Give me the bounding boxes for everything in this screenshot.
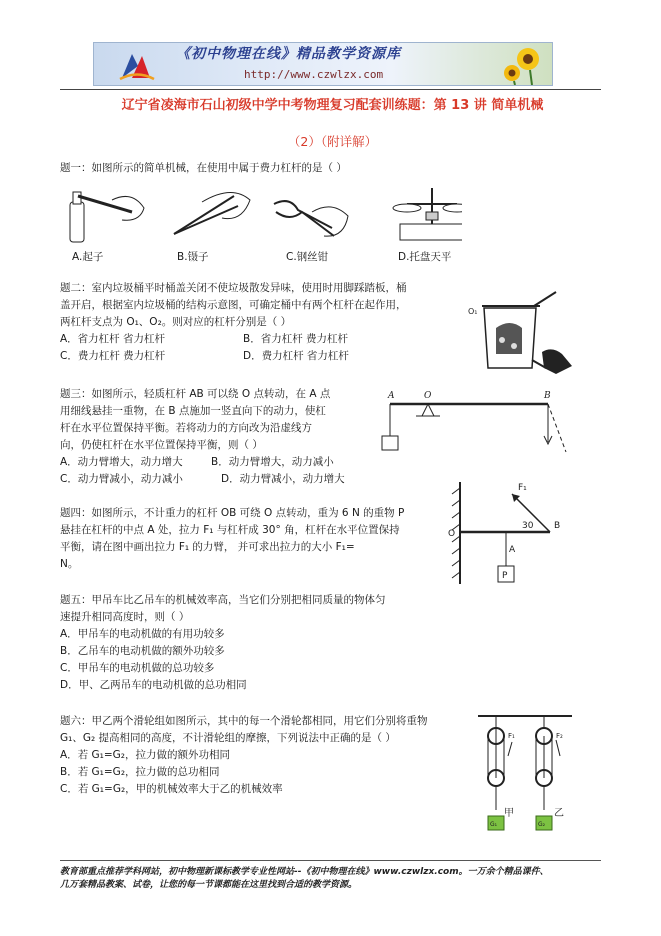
q5-option-c: C．甲吊车的电动机做的总功较多 [60,662,215,674]
q4-line-3: 平衡，请在图中画出拉力 F₁ 的力臂， 并可求出拉力的大小 F₁= [60,541,355,553]
q1-option-d: D.托盘天平 [398,251,452,263]
q2-line-2: 盖开启，根据室内垃圾桶的结构示意图，可确定桶中有两个杠杆在起作用， [60,299,407,311]
q3-option-a: A．动力臂增大，动力增大 [60,456,183,468]
footer-line-2: 几万套精品教案、试卷，让您的每一节课都能在这里找到合适的教学资源。 [60,880,358,890]
q4-fig-label-a: A [509,545,516,555]
q1-option-c: C.钢丝钳 [286,251,329,263]
q4-line-2: 悬挂在杠杆的中点 A 处，拉力 F₁ 与杠杆成 30° 角，杠杆在水平位置保持 [60,524,400,536]
q6-option-c: C．若 G₁=G₂，甲的机械效率大于乙的机械效率 [60,783,283,795]
footer-rule [60,860,601,861]
q4-line-1: 题四：如图所示，不计重力的杠杆 OB 可绕 O 点转动，重为 6 N 的重物 P [60,507,405,519]
q5-option-b: B．乙吊车的电动机做的额外功较多 [60,645,225,657]
q6-pulley-figure [468,712,584,840]
bottle-opener-icon [70,192,144,242]
q3-option-b: B．动力臂增大，动力减小 [211,456,334,468]
q2-option-a: A．省力杠杆 省力杠杆 [60,333,166,345]
q2-line-3: 两杠杆支点为 O₁、O₂。则对应的杠杆分别是（ ） [60,316,292,328]
q5-line-2: 速提升相同高度时，则（ ） [60,611,190,623]
q3-option-c: C．动力臂减小，动力减小 [60,473,183,485]
q3-line-4: 向，仍使杠杆在水平位置保持平衡，则（ ） [60,439,263,451]
q2-option-d: D．费力杠杆 省力杠杆 [243,350,349,362]
q6-line-2: G₁、G₂ 提高相同的高度，不计滑轮组的摩擦，下列说法中正确的是（ ） [60,732,396,744]
q4-fig-label-o: O [448,529,456,539]
q2-option-c: C．费力杠杆 费力杠杆 [60,350,166,362]
q3-fig-label-b: B [544,391,551,401]
q5-option-d: D．甲、乙两吊车的电动机做的总功相同 [60,679,247,691]
banner-url[interactable]: http://www.czwlzx.com [244,68,384,81]
q3-option-d: D．动力臂减小，动力增大 [221,473,345,485]
footer-line-1: 教育部重点推荐学科网站，初中物理新课标教学专业性网站--《初中物理在线》www.czwlzx.com。一万余个精品课件、 [60,867,549,877]
q6-fig-label-yi: 乙 [554,808,564,819]
q6-fig-label-g1: G₁ [490,821,498,828]
q6-fig-label-jia: 甲 [504,808,514,819]
q1-tools-figure [62,182,462,246]
q3-fig-label-o: O [424,391,432,401]
q6-fig-label-g2: G₂ [538,821,546,828]
document-subtitle: （2）（附详解） [287,134,378,149]
q4-fig-label-b: B [554,521,561,531]
q4-line-4: N。 [60,558,79,570]
q1-option-b: B.镊子 [177,251,209,263]
site-logo-icon [118,48,156,82]
q3-line-2: 用细线悬挂一重物，在 B 点施加一竖直向下的动力，使杠 [60,405,326,417]
q6-fig-label-f1: F₁ [508,732,515,740]
q3-fig-label-a: A [388,391,395,401]
q4-fig-label-angle: 30 [522,521,534,531]
q2-fig-label-o1: O₁ [468,307,478,316]
header-banner [93,42,553,86]
q4-lever-figure [446,478,576,588]
pliers-icon [274,201,348,236]
header-rule [60,89,601,90]
q2-line-1: 题二：室内垃圾桶平时桶盖关闭不使垃圾散发异味，使用时用脚踩踏板，桶 [60,282,407,294]
tweezers-icon [174,192,250,234]
balance-scale-icon [393,188,462,240]
q6-option-b: B．若 G₁=G₂，拉力做的总功相同 [60,766,220,778]
document-title: 辽宁省凌海市石山初级中学中考物理复习配套训练题：第 13 讲 简单机械 [121,98,544,113]
footer [60,866,605,892]
q6-fig-label-f2: F₂ [556,732,563,740]
q6-line-1: 题六：甲乙两个滑轮组如图所示，其中的每一个滑轮都相同，用它们分别将重物 [60,715,428,727]
q1-option-a: A.起子 [72,251,104,263]
q4-fig-label-f1: F₁ [518,483,527,493]
q4-fig-label-p: P [502,571,508,581]
banner-title: 《初中物理在线》精品教学资源库 [176,46,401,62]
sunflower-image [500,45,550,85]
q5-line-1: 题五：甲吊车比乙吊车的机械效率高，当它们分别把相同质量的物体匀 [60,594,386,606]
q3-line-3: 杆在水平位置保持平衡。若将动力的方向改为沿虚线方 [60,422,312,434]
q5-option-a: A．甲吊车的电动机做的有用功较多 [60,628,225,640]
q2-option-b: B．省力杠杆 费力杠杆 [243,333,349,345]
q1-stem: 题一：如图所示的简单机械，在使用中属于费力杠杆的是（ ） [60,162,347,174]
q6-option-a: A．若 G₁=G₂，拉力做的额外功相同 [60,749,231,761]
q3-line-1: 题三：如图所示，轻质杠杆 AB 可以绕 O 点转动，在 A 点 [60,388,331,400]
q3-lever-figure [368,382,578,462]
q2-trash-can-figure [462,288,582,380]
